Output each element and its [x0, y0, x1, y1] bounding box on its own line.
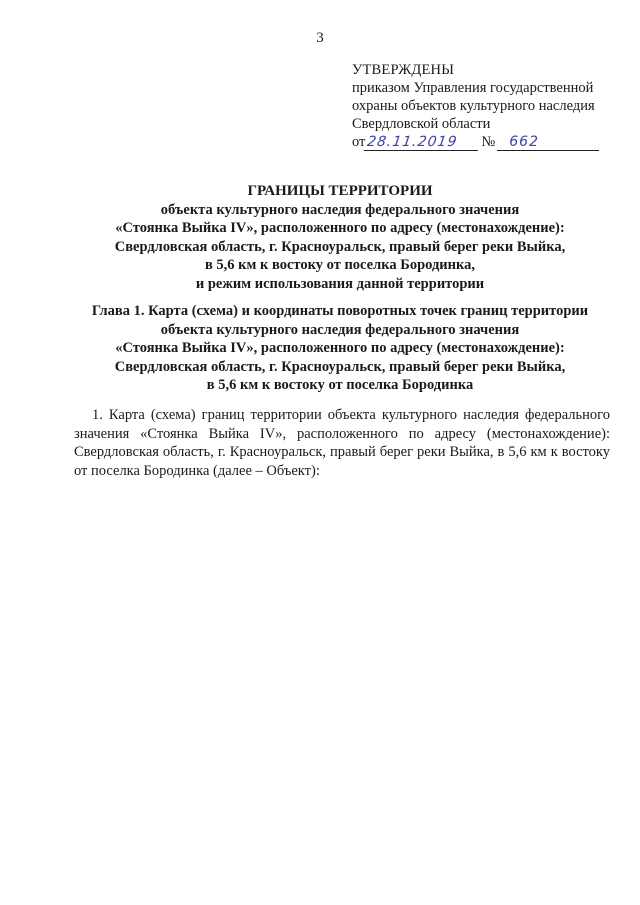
document-title: ГРАНИЦЫ ТЕРРИТОРИИ — [247, 183, 433, 199]
chapter-line-2: объекта культурного наследия федерального значения — [160, 321, 520, 338]
chapter-line-3: «Стоянка Выйка IV», расположенного по адресу (местонахождение): — [115, 340, 565, 356]
title-line-5: в 5,6 км к востоку от поселка Бородинка, — [204, 257, 476, 273]
chapter-heading — [70, 302, 610, 395]
title-line-3: «Стоянка Выйка IV», расположенного по адресу (местонахождение): — [115, 220, 565, 236]
chapter-line-5: в 5,6 км к востоку от поселка Бородинка — [206, 377, 474, 393]
document-title-block — [70, 182, 610, 293]
chapter-line-1: Глава 1. Карта (схема) и координаты поворотных точек границ территории — [91, 303, 589, 319]
approval-stamp — [352, 61, 632, 151]
approval-line-2: охраны объектов культурного наследия — [352, 98, 595, 114]
approval-line-1: приказом Управления государственной — [352, 80, 594, 96]
number-sign: № — [481, 134, 496, 150]
date-prefix: от — [352, 134, 366, 150]
approval-date-number-row — [352, 133, 632, 151]
approval-line-3: Свердловской области — [352, 116, 491, 132]
paragraph-1: 1. Карта (схема) границ территории объекта культурного наследия федерального значения «Стоянка Выйка IV», расположенного по адресу (местонахождение): Свердловская область, г. Красноуральск, правый берег реки Выйка, в 5,6 км к востоку от поселка Бородинка (далее – Объект): — [74, 407, 610, 479]
body-text — [74, 406, 610, 480]
title-line-2: объекта культурного наследия федерального значения — [160, 201, 520, 218]
handwritten-number: 662 — [497, 135, 599, 151]
chapter-line-4: Свердловская область, г. Красноуральск, правый берег реки Выйка, — [114, 358, 566, 375]
approval-title: УТВЕРЖДЕНЫ — [352, 62, 455, 78]
title-line-6: и режим использования данной территории — [195, 275, 485, 292]
title-line-4: Свердловская область, г. Красноуральск, правый берег реки Выйка, — [114, 238, 566, 255]
handwritten-date: 28.11.2019 — [364, 135, 480, 151]
page-number: 3 — [316, 30, 324, 46]
